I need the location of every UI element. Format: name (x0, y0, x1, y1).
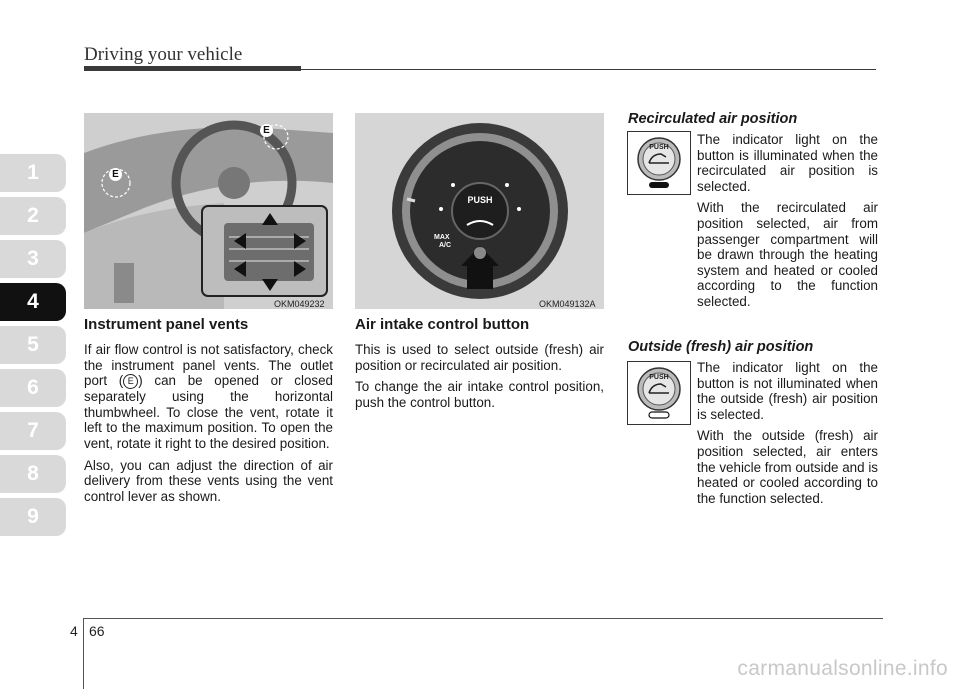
vents-body (84, 342, 333, 504)
page-header-title: Driving your vehicle (84, 44, 243, 65)
fresh-push-label: PUSH (649, 374, 669, 381)
recirc-button-icon (628, 132, 690, 194)
heading-recirculated: Recirculated air position (628, 111, 798, 127)
recirc-body (697, 132, 878, 316)
fresh-paragraph-1: The indicator light on the button is not illuminated when the outside (fresh) air position is selected. (697, 360, 878, 422)
knob-push-label: PUSH (467, 195, 493, 205)
column-vents (84, 316, 333, 510)
chapter-tab-2[interactable]: 2 (0, 197, 66, 235)
footer-rule (83, 618, 883, 619)
heading-instrument-panel-vents: Instrument panel vents (84, 316, 249, 333)
vents-paragraph-2: Also, you can adjust the direction of air delivery from these vents using the vent control lever as shown. (84, 457, 333, 504)
fresh-body (697, 360, 878, 512)
heading-air-intake: Air intake control button (355, 316, 530, 333)
outlet-marker-badge: E (123, 374, 138, 389)
chapter-tab-4[interactable]: 4 (0, 283, 66, 321)
fresh-indicator-button (627, 361, 691, 425)
figure-code-intake: OKM049132A (539, 299, 596, 309)
chapter-tab-9[interactable]: 9 (0, 498, 66, 536)
header-rule-thin (301, 69, 876, 70)
chapter-tab-3[interactable]: 3 (0, 240, 66, 278)
heading-outside-fresh: Outside (fresh) air position (628, 339, 814, 355)
air-intake-paragraph-1: This is used to select outside (fresh) air position or recirculated air position. (355, 342, 604, 373)
recirc-push-label: PUSH (649, 144, 669, 151)
vents-paragraph-1: If air flow control is not satisfactory, check the instrument panel vents. The outlet port ( E ) can be opened or closed separately using the horizontal thumbwheel. To close the vent, rotate it left to the maximum position. To open the vent, rotate it right to the desired position. (84, 342, 334, 451)
footer-chapter-number: 4 (70, 623, 78, 639)
vent-marker-left: E (109, 168, 122, 181)
chapter-tab-5[interactable]: 5 (0, 326, 66, 364)
air-intake-paragraph-2: To change the air intake control position, push the control button. (355, 379, 604, 410)
chapter-tab-7[interactable]: 7 (0, 412, 66, 450)
recirc-indicator-button (627, 131, 691, 195)
vent-marker-right: E (260, 124, 273, 137)
control-knob-drawing (355, 113, 604, 309)
recirc-paragraph-1: The indicator light on the button is illuminated when the recirculated air position is selected. (697, 132, 878, 194)
recirc-paragraph-2: With the recirculated air position selected, air from passenger compartment will be drawn through the heating system and heated or cooled according to the function selected. (697, 200, 878, 309)
knob-ac-label: A/C (439, 242, 452, 249)
air-intake-body (355, 342, 604, 410)
footer-page-number: 66 (89, 623, 105, 639)
footer-divider (83, 618, 84, 689)
vents-illustration (84, 113, 333, 309)
dashboard-drawing (84, 113, 333, 309)
chapter-tab-1[interactable]: 1 (0, 154, 66, 192)
header-rule-thick (84, 66, 301, 71)
watermark-text: carmanualsonline.info (737, 657, 948, 680)
air-intake-illustration (355, 113, 604, 309)
chapter-tab-8[interactable]: 8 (0, 455, 66, 493)
fresh-button-icon (628, 362, 690, 424)
fresh-paragraph-2: With the outside (fresh) air position selected, air enters the vehicle from outside and is heated or cooled according to the function selected. (697, 428, 878, 506)
figure-code-vents: OKM049232 (274, 299, 325, 309)
knob-max-label: MAX (434, 234, 450, 241)
column-air-intake (355, 316, 604, 416)
chapter-tab-6[interactable]: 6 (0, 369, 66, 407)
